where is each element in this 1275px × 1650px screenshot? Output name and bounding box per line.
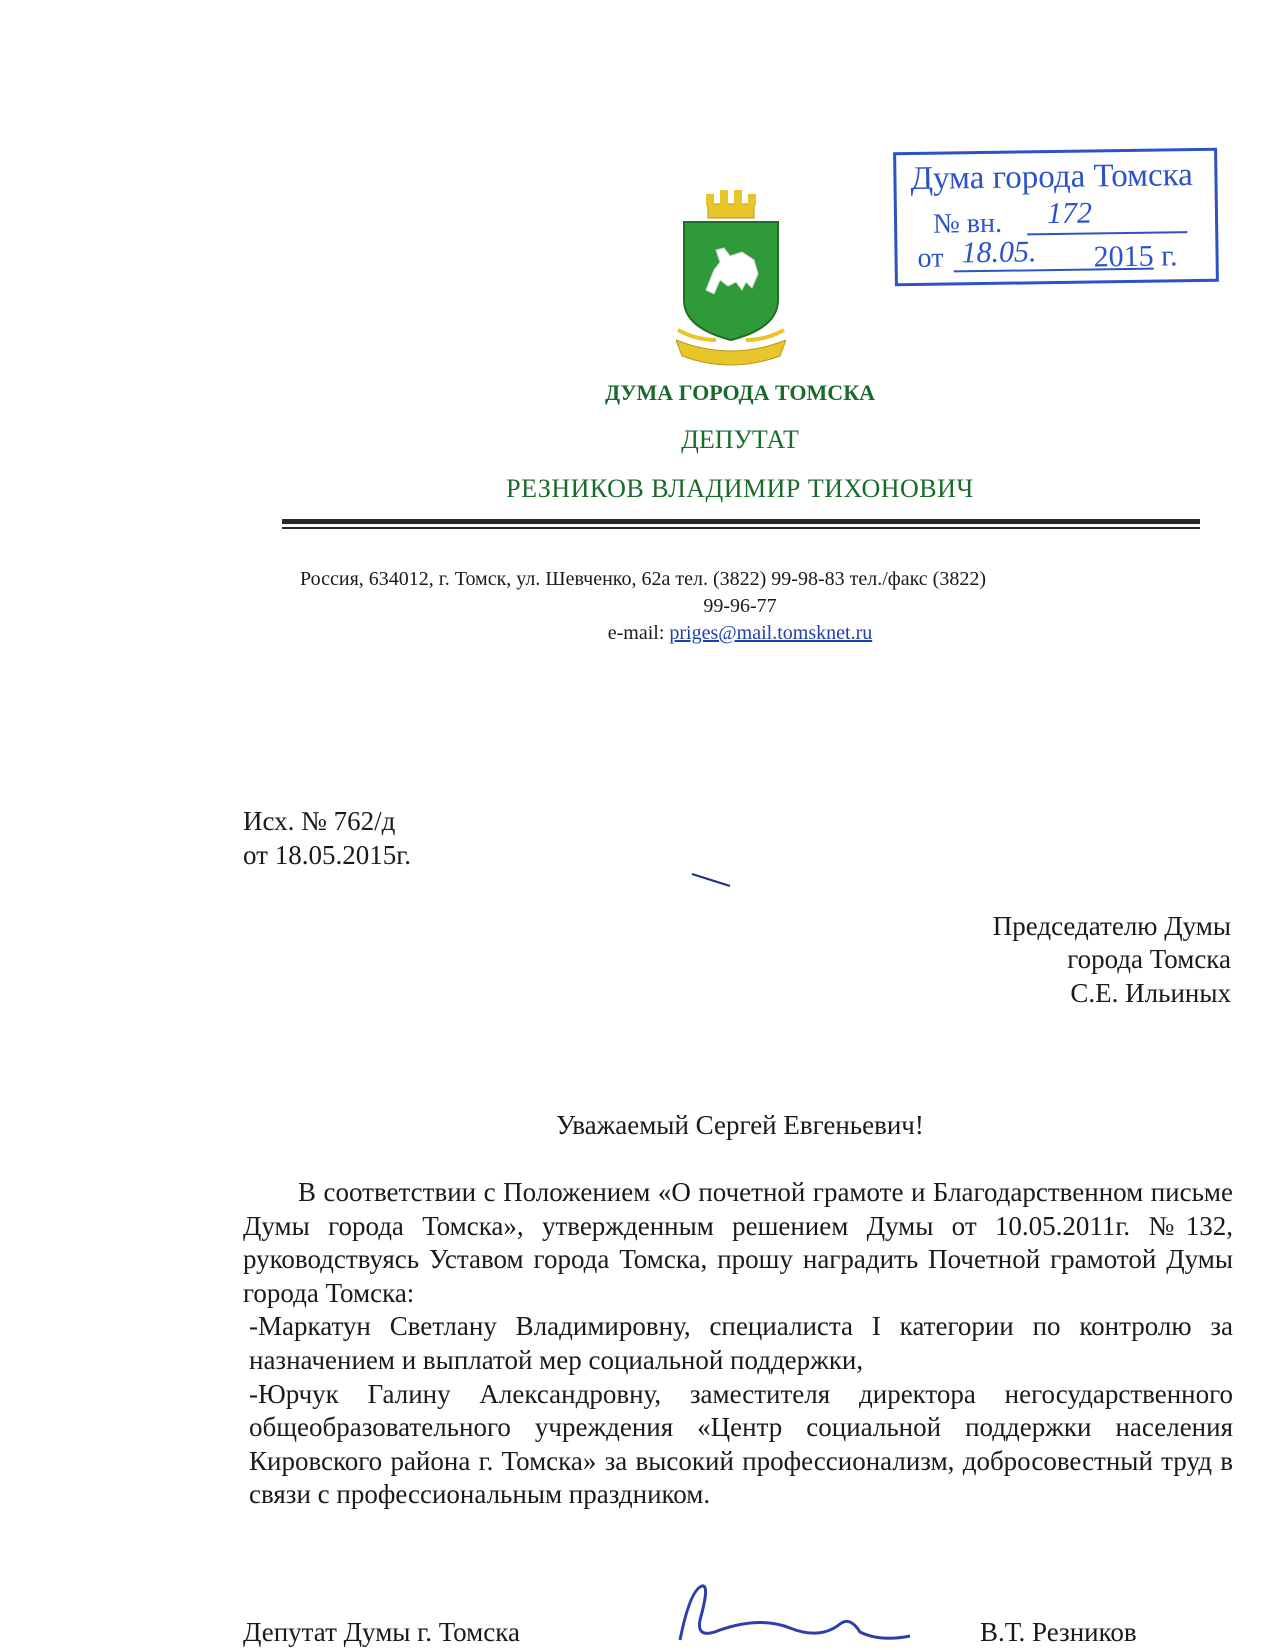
letter-body xyxy=(243,1176,1233,1512)
stamp-number-line xyxy=(1027,231,1187,235)
body-paragraph-3: -Юрчук Галину Александровну, заместителя директора негосударственного общеобразовательного учреждения «Центр социальной поддержки населения Кировского района г. Томска» за высокий профессионализм, добросовестный труд в связи с профессиональным праздником. xyxy=(249,1378,1233,1510)
header-divider xyxy=(282,519,1200,524)
body-paragraph-1: В соответствии с Положением «О почетной грамоте и Благодарственном письме Думы города Томска», утвержденным решением Думы от 10.05.2011г. №132, руководствуясь Уставом города Томска, прошу наградить Почетной грамотой Думы города Томска: xyxy=(243,1177,1233,1308)
contact-fax: 99-96-77 xyxy=(703,595,777,617)
contact-email-line xyxy=(0,622,1275,645)
email-label: e-mail: xyxy=(607,622,665,644)
stamp-date-value: 18.05. xyxy=(961,235,1037,270)
header-organization: ДУМА ГОРОДА ТОМСКА xyxy=(604,380,876,405)
contact-address: Россия, 634012, г. Томск, ул. Шевченко, 62а тел. (3822) 99-98-83 тел./факс (3822) xyxy=(300,568,987,590)
header-role: ДЕПУТАТ xyxy=(681,425,799,454)
header-deputy-name: РЕЗНИКОВ ВЛАДИМИР ТИХОНОВИЧ xyxy=(506,474,974,503)
body-paragraph-2: -Маркатун Светлану Владимировну, специалиста I категории по контролю за назначением и выплатой мер социальной поддержки, xyxy=(249,1311,1233,1375)
ribbon-icon xyxy=(676,340,786,365)
stamp-year: 2015 г. xyxy=(1093,239,1178,274)
email-link[interactable]: priges@mail.tomsknet.ru xyxy=(669,622,873,644)
handwritten-signature-icon xyxy=(650,1580,950,1650)
signature-name: В.Т. Резников xyxy=(980,1617,1137,1647)
outgoing-date: от 18.05.2015г. xyxy=(243,840,411,870)
header-divider-thin xyxy=(282,527,1200,529)
tomsk-coat-of-arms-icon xyxy=(676,190,786,370)
stamp-number-value: 172 xyxy=(1046,196,1093,231)
addressee-line-2: города Томска xyxy=(1067,944,1231,974)
outgoing-number: Исх. № 762/д xyxy=(243,806,396,836)
crown-icon xyxy=(706,190,756,218)
signature-position: Депутат Думы г. Томска xyxy=(243,1617,520,1647)
addressee-line-3: С.Е. Ильиных xyxy=(1070,978,1231,1008)
stamp-title: Дума города Томска xyxy=(910,157,1194,198)
salutation: Уважаемый Сергей Евгеньевич! xyxy=(556,1110,924,1140)
stamp-number-label: № вн. xyxy=(932,207,1003,240)
registration-stamp xyxy=(893,148,1219,287)
stamp-date-label: от xyxy=(917,242,944,274)
pen-mark-icon xyxy=(690,870,750,890)
addressee-line-1: Председателю Думы xyxy=(992,911,1231,941)
